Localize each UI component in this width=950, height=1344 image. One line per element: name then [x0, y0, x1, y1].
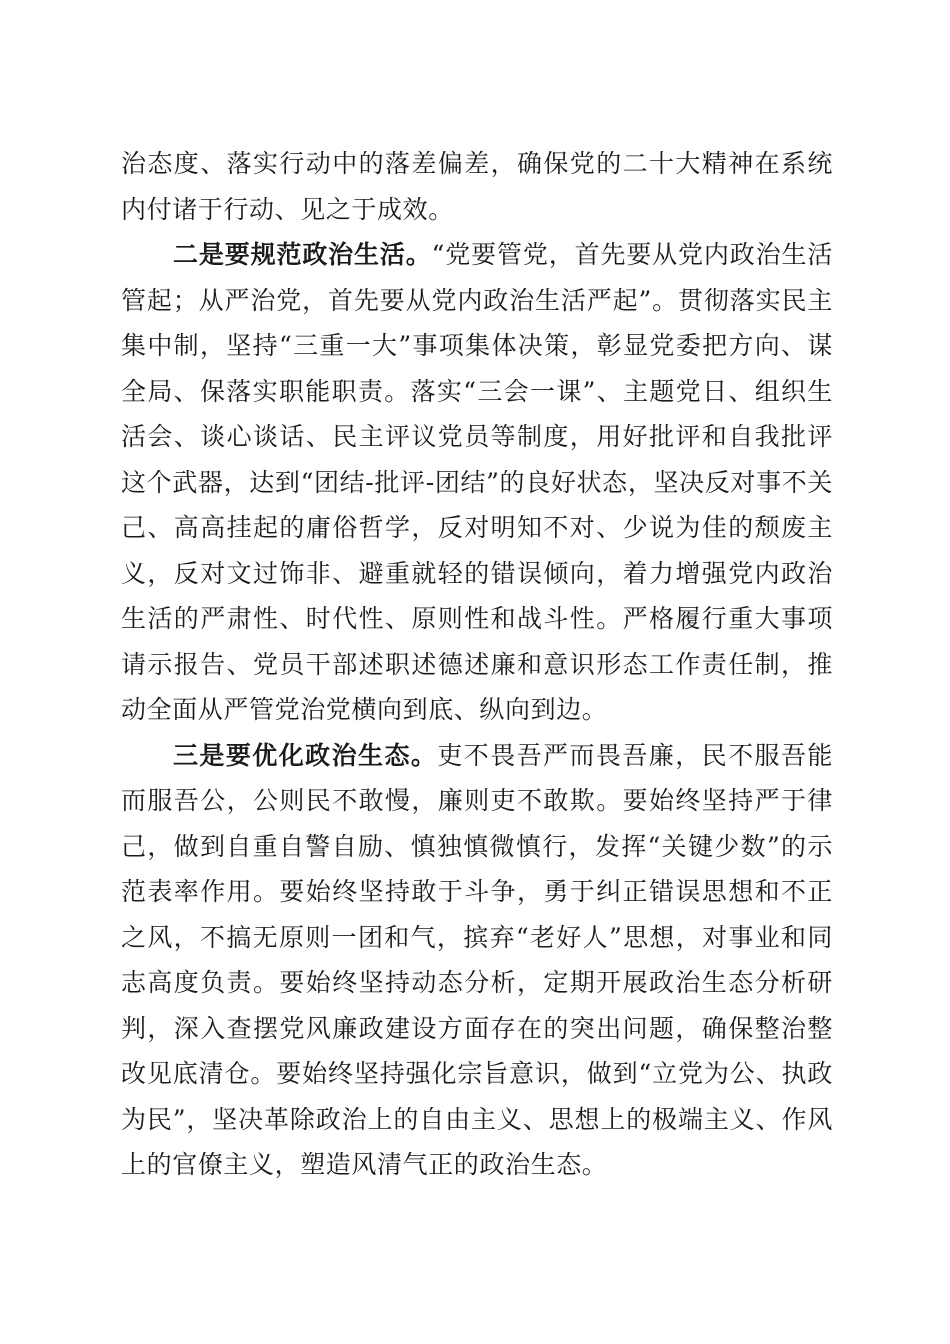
paragraph-text: 吏不畏吾严而畏吾廉，民不服吾能而服吾公，公则民不敢慢，廉则吏不敢欺。要始终坚持严于律己，做到自重自警自励、慎独慎微慎行，发挥“关键少数”的示范表率作用。要始终坚持敢于斗争，勇于纠正错误思想和不正之风，不搞无原则一团和气，摈弃“老好人”思想，对事业和同志高度负责。要始终坚持动态分析，定期开展政治生态分析研判，深入查摆党风廉政建设方面存在的突出问题，确保整治整改见底清仓。要始终坚持强化宗旨意识，做到“立党为公、执政为民”，坚决革除政治上的自由主义、思想上的极端主义、作风上的官僚主义，塑造风清气正的政治生态。	[121, 740, 833, 1179]
paragraph-text: “党要管党，首先要从党内政治生活管起；从严治党，首先要从党内政治生活严起”。贯彻落实民主集中制，坚持“三重一大”事项集体决策，彰显党委把方向、谋全局、保落实职能职责。落实“三会一课”、主题党日、组织生活会、谈心谈话、民主评议党员等制度，用好批评和自我批评这个武器，达到“团结-批评-团结”的良好状态，坚决反对事不关己、高高挂起的庸俗哲学，反对明知不对、少说为佳的颓废主义，反对文过饰非、避重就轻的错误倾向，着力增强党内政治生活的严肃性、时代性、原则性和战斗性。严格履行重大事项请示报告、党员干部述职述德述廉和意识形态工作责任制，推动全面从严管党治党横向到底、纵向到边。	[121, 240, 833, 724]
paragraph-heading: 二是要规范政治生活。	[173, 240, 432, 269]
document-body	[121, 141, 833, 1188]
paragraph-optimize-political-ecology	[121, 733, 833, 1188]
paragraph-standardize-political-life	[121, 232, 833, 733]
paragraph-continuation	[121, 141, 833, 232]
paragraph-text: 治态度、落实行动中的落差偏差，确保党的二十大精神在系统内付诸于行动、见之于成效。	[121, 149, 833, 224]
paragraph-heading: 三是要优化政治生态。	[173, 740, 438, 770]
